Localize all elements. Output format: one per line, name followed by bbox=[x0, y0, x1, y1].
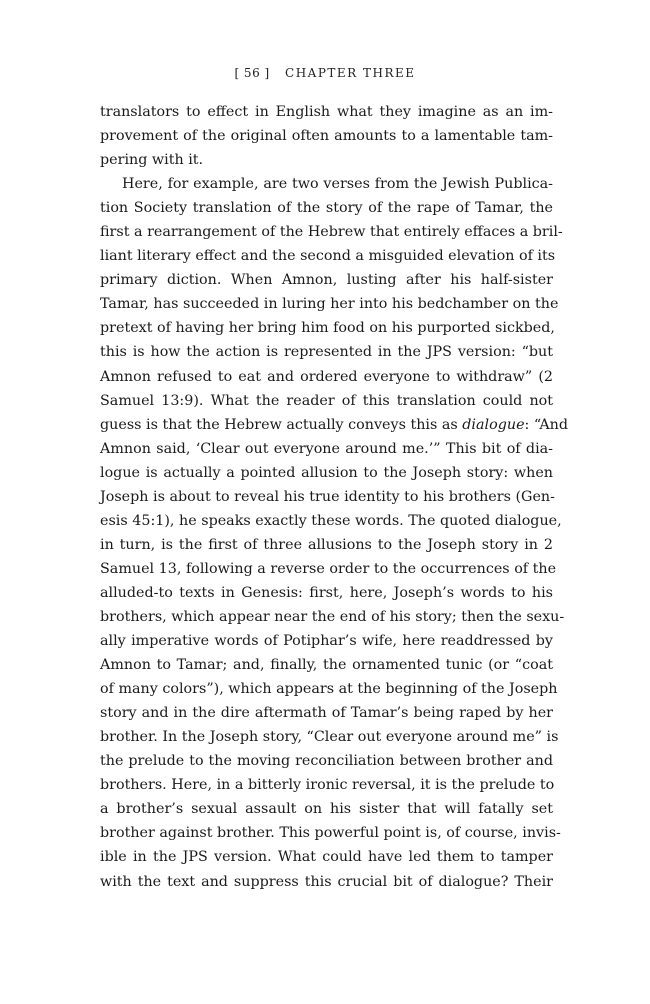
text-line: translators to effect in English what they imagine as an im- bbox=[100, 104, 553, 120]
text-line: tion Society translation of the story of the rape of Tamar, the bbox=[100, 200, 553, 217]
text-line: alluded-to texts in Genesis: first, here, Joseph’s words to his bbox=[100, 584, 553, 601]
text-line: the prelude to the moving reconciliation between brother and bbox=[100, 753, 553, 770]
text-line: logue is actually a pointed allusion to the Joseph story: when bbox=[100, 464, 553, 481]
text-line: pretext of having her bring him food on his purported sickbed, bbox=[100, 320, 555, 337]
text-line: guess is that the Hebrew actually conveys this as dialogue: “And bbox=[100, 416, 569, 433]
text-line: Amnon to Tamar; and, finally, the ornamented tunic (or “coat bbox=[100, 657, 553, 674]
text-line: of many colors”), which appears at the beginning of the Joseph bbox=[100, 681, 558, 698]
text-line: brothers. Here, in a bitterly ironic reversal, it is the prelude to bbox=[100, 777, 555, 794]
text-line: brothers, which appear near the end of his story; then the sexu- bbox=[100, 608, 565, 625]
text-line: primary diction. When Amnon, lusting after his half-sister bbox=[100, 272, 553, 289]
chapter-title: CHAPTER THREE bbox=[285, 66, 416, 80]
text-line: first a rearrangement of the Hebrew that entirely effaces a bril- bbox=[100, 224, 563, 241]
emphasis: dialogue bbox=[462, 416, 525, 433]
text-line: brother against brother. This powerful point is, of course, invis- bbox=[100, 825, 561, 842]
text-line: ible in the JPS version. What could have led them to tamper bbox=[100, 849, 553, 866]
text-line: provement of the original often amounts to a lamentable tam- bbox=[100, 128, 553, 145]
text-line: Amnon refused to eat and ordered everyone to withdraw” (2 bbox=[100, 368, 553, 385]
text-line: liant literary effect and the second a misguided elevation of its bbox=[100, 248, 556, 265]
text-line: esis 45:1), he speaks exactly these words. The quoted dialogue, bbox=[100, 512, 562, 529]
text-line: brother. In the Joseph story, “Clear out everyone around me” is bbox=[100, 729, 559, 746]
text-line: story and in the dire aftermath of Tamar’s being raped by her bbox=[100, 705, 553, 722]
text-line: pering with it. bbox=[100, 152, 204, 169]
text-line: this is how the action is represented in the JPS version: “but bbox=[100, 344, 553, 361]
text-line: Amnon said, ‘Clear out everyone around me.’” This bit of dia- bbox=[100, 440, 553, 457]
text-line: ally imperative words of Potiphar’s wife, here readdressed by bbox=[100, 633, 553, 650]
body-text bbox=[100, 100, 569, 894]
text-line: Here, for example, are two verses from the Jewish Publica- bbox=[122, 176, 553, 193]
page-number: [ 56 ] bbox=[234, 66, 270, 80]
text-line: Samuel 13, following a reverse order to the occurrences of the bbox=[100, 560, 557, 577]
running-head bbox=[0, 66, 650, 80]
text-line: with the text and suppress this crucial bit of dialogue? Their bbox=[100, 873, 553, 890]
text-line: Samuel 13:9). What the reader of this translation could not bbox=[100, 392, 553, 409]
text-line: a brother’s sexual assault on his sister that will fatally set bbox=[100, 801, 553, 818]
text-line: in turn, is the first of three allusions to the Joseph story in 2 bbox=[100, 536, 553, 553]
text-line: Joseph is about to reveal his true identity to his brothers (Gen- bbox=[100, 488, 555, 505]
text-line: Tamar, has succeeded in luring her into his bedchamber on the bbox=[100, 296, 559, 313]
